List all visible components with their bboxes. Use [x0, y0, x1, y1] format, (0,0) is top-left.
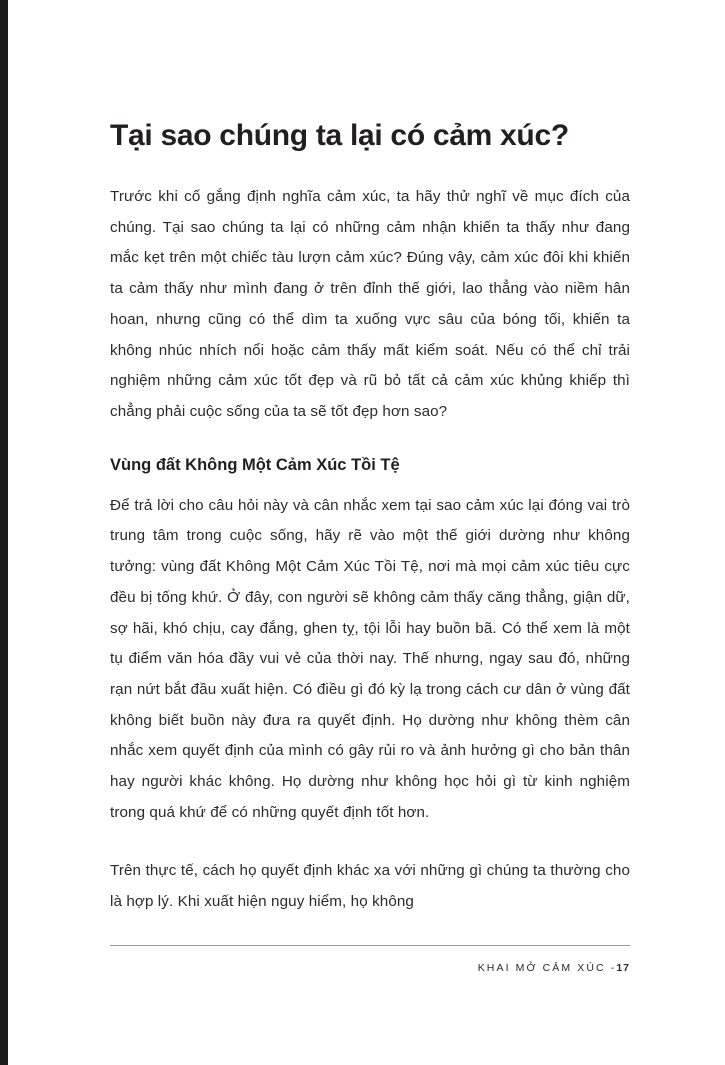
intro-paragraph: Trước khi cố gắng định nghĩa cảm xúc, ta hãy thử nghĩ về mục đích của chúng. Tại sao chúng ta lại có những cảm nhận khiến ta thấy như đang mắc kẹt trên một chiếc tàu lượn cảm xúc? Đúng vậy, cảm xúc đôi khi khiến ta cảm thấy như mình đang ở trên đỉnh thế giới, lao thẳng vào niềm hân hoan, nhưng cũng có thể dìm ta xuống vực sâu của bóng tối, khiến ta không nhúc nhích nổi hoặc cảm thấy mất kiểm soát. Nếu có thể chỉ trải nghiệm những cảm xúc tốt đẹp và rũ bỏ tất cả cảm xúc khủng khiếp thì chẳng phải cuộc sống của ta sẽ tốt đẹp hơn sao? — [110, 188, 630, 420]
footer-running-head: KHAI MỞ CẢM XÚC - — [477, 962, 617, 974]
section-paragraph-2: Trên thực tế, cách họ quyết định khác xa với những gì chúng ta thường cho là hợp lý. Khi xuất hiện nguy hiểm, họ không — [110, 862, 630, 911]
page-edge-binding — [0, 0, 8, 1065]
footer-divider — [110, 945, 630, 946]
page-footer — [110, 945, 630, 974]
page-content — [110, 118, 630, 932]
page-number: 17 — [616, 962, 630, 974]
page-title: Tại sao chúng ta lại có cảm xúc? — [110, 119, 569, 152]
paragraph-spacer — [110, 842, 630, 856]
section-heading: Vùng đất Không Một Cảm Xúc Tồi Tệ — [110, 455, 400, 474]
section-paragraph-1: Để trả lời cho câu hỏi này và cân nhắc xem tại sao cảm xúc lại đóng vai trò trung tâm trong cuộc sống, hãy rẽ vào một thế giới dường như không tưởng: vùng đất Không Một Cảm Xúc Tồi Tệ, nơi mà mọi cảm xúc tiêu cực đều bị tống khứ. Ở đây, con người sẽ không cảm thấy căng thẳng, giận dữ, sợ hãi, khó chịu, cay đắng, ghen tỵ, tội lỗi hay buồn bã. Có thể xem là một tụ điểm văn hóa đầy vui vẻ của thời nay. Thế nhưng, ngay sau đó, những rạn nứt bắt đầu xuất hiện. Có điều gì đó kỳ lạ trong cách cư dân ở vùng đất không biết buồn này đưa ra quyết định. Họ dường như không thèm cân nhắc xem quyết định của mình có gây rủi ro và ảnh hưởng gì cho bản thân hay người khác không. Họ dường như không học hỏi gì từ kinh nghiệm trong quá khứ để có những quyết định tốt hơn. — [110, 496, 630, 821]
footer-running-head-line — [110, 962, 630, 974]
